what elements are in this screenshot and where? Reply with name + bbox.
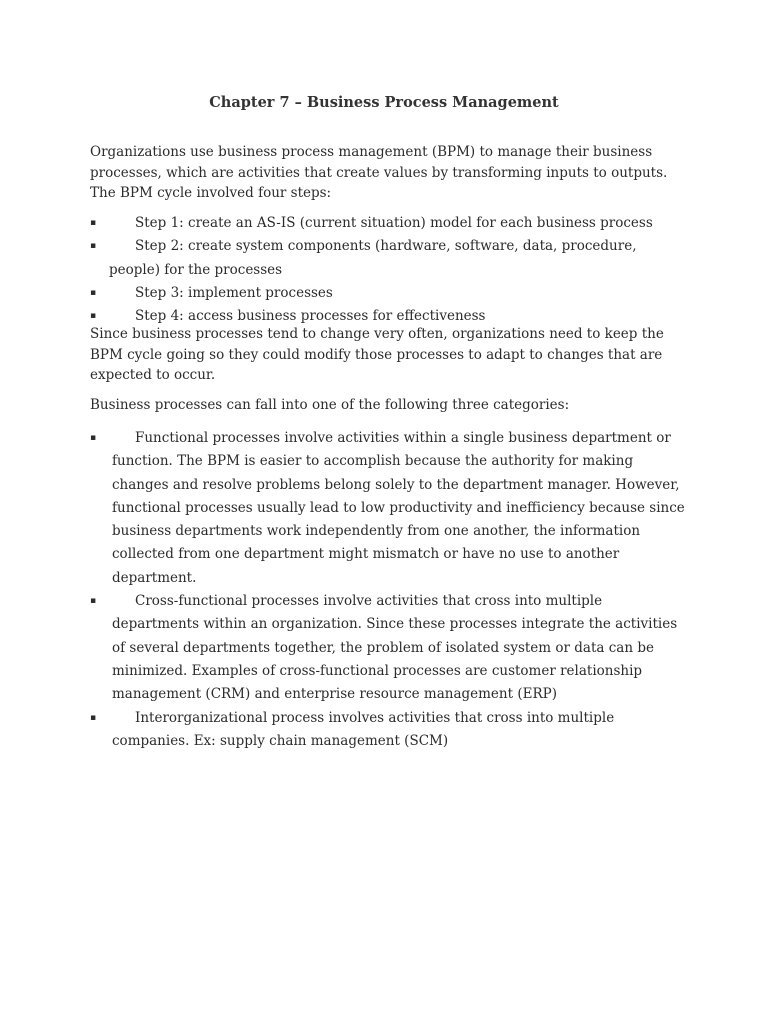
categories-intro: Business processes can fall into one of the following three categories: <box>90 397 570 413</box>
step-text: Step 1: create an AS-IS (current situation) model for each business process <box>135 215 653 231</box>
list-item <box>90 212 690 235</box>
bullet-icon: ▪ <box>90 712 97 723</box>
process-categories-list <box>90 427 690 753</box>
category-text: Cross-functional processes involve activities that cross into multiple departments within an organization. Since these processes integrate the activities of several departments together, the problem of isolated system or data can be minimized. Examples of cross-functional processes are customer relationship management (CRM) and enterprise resource management (ERP) <box>112 593 678 703</box>
bullet-icon: ▪ <box>90 311 97 322</box>
list-item <box>90 427 690 590</box>
list-item <box>90 590 690 706</box>
bullet-icon: ▪ <box>90 241 97 252</box>
bullet-icon: ▪ <box>90 433 97 443</box>
list-item <box>90 282 690 305</box>
step-text: Step 4: access business processes for effectiveness <box>135 308 486 325</box>
page-title: Chapter 7 – Business Process Management <box>209 94 559 111</box>
bullet-icon: ▪ <box>90 287 97 298</box>
bullet-icon: ▪ <box>90 596 97 607</box>
list-item <box>90 707 690 754</box>
category-text: Functional processes involve activities within a single business department or function. The BPM is easier to accomplish because the authority for making changes and resolve problems belong solely to the department manager. However, functional processes usually lead to low productivity and inefficiency because since business departments work independently from one another, the information collected from one department might mismatch or have no use to another department. <box>112 430 685 586</box>
bpm-cycle-paragraph: Since business processes tend to change very often, organizations need to keep the BPM cycle going so they could modify those processes to adapt to changes that are expected to occur. <box>90 326 664 383</box>
list-item <box>90 235 690 282</box>
step-text: Step 2: create system components (hardware, software, data, procedure, people) for the processes <box>109 238 637 278</box>
intro-paragraph: Organizations use business process management (BPM) to manage their business processes, which are activities that create values by transforming inputs to outputs. The BPM cycle involved four steps: <box>90 144 668 201</box>
bullet-icon: ▪ <box>90 218 97 228</box>
step-text: Step 3: implement processes <box>135 284 333 301</box>
category-text: Interorganizational process involves activities that cross into multiple companies. Ex: supply chain management (SCM) <box>112 709 615 749</box>
bpm-steps-list <box>90 212 690 328</box>
